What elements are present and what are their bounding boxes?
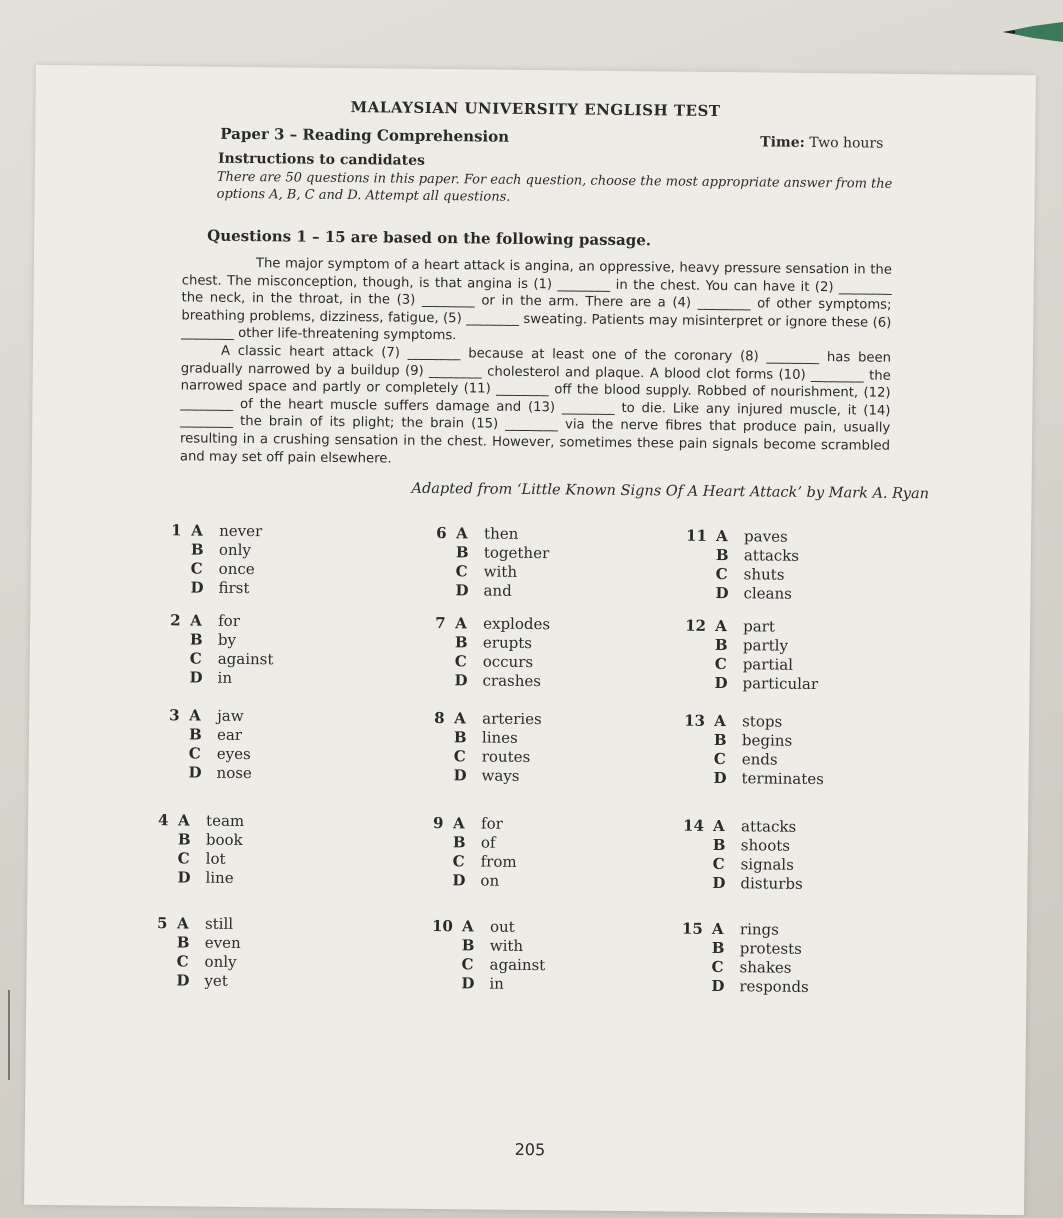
option-text: partial <box>742 655 794 674</box>
option-text: lot <box>205 849 226 868</box>
option-letter: A <box>714 711 726 731</box>
question-number: 11 <box>686 526 708 545</box>
option-text: occurs <box>482 652 534 672</box>
option-row[interactable] <box>434 728 542 748</box>
option-text: with <box>483 562 518 581</box>
option-row[interactable] <box>685 636 819 656</box>
option-letter: B <box>714 635 728 655</box>
question-number: 15 <box>681 919 703 938</box>
passage <box>180 254 892 473</box>
option-letter: A <box>191 521 203 540</box>
option-text: and <box>483 581 512 600</box>
option-row[interactable] <box>686 527 799 547</box>
option-letter: D <box>452 871 466 890</box>
option-row[interactable] <box>432 936 546 956</box>
option-text: routes <box>481 747 531 767</box>
pen-tip-icon <box>1003 18 1063 48</box>
question-6 <box>435 524 549 601</box>
question-5 <box>156 914 241 991</box>
question-4 <box>157 811 244 888</box>
question-15 <box>681 920 809 997</box>
option-letter: B <box>452 833 466 852</box>
option-text: shuts <box>743 565 785 584</box>
exam-title: MALAYSIAN UNIVERSITY ENGLISH TEST <box>350 98 721 120</box>
question-14 <box>682 817 803 894</box>
option-letter: D <box>714 673 728 693</box>
option-row[interactable] <box>436 562 549 582</box>
option-letter: C <box>455 562 468 581</box>
question-number: 12 <box>685 616 707 635</box>
option-text: only <box>204 952 237 971</box>
option-row[interactable] <box>157 868 243 888</box>
option-letter: A <box>715 616 727 636</box>
option-text: from <box>480 852 517 871</box>
option-letter: D <box>189 668 203 687</box>
option-row[interactable] <box>433 833 517 853</box>
option-row[interactable] <box>171 521 262 541</box>
option-row[interactable] <box>682 939 810 959</box>
option-letter: D <box>715 583 729 603</box>
option-text: attacks <box>740 817 797 836</box>
option-text: only <box>218 540 251 560</box>
option-letter: A <box>190 611 202 630</box>
option-letter: B <box>712 835 726 855</box>
option-row[interactable] <box>436 543 549 563</box>
instructions-heading: Instructions to candidates <box>217 150 425 169</box>
option-text: responds <box>739 977 809 996</box>
option-text: lines <box>481 728 518 747</box>
exam-paper <box>24 65 1036 1215</box>
option-text: then <box>484 524 519 543</box>
option-row[interactable] <box>686 565 799 585</box>
option-row[interactable] <box>169 706 252 726</box>
option-row[interactable] <box>158 849 244 869</box>
option-letter: C <box>189 649 202 668</box>
option-row[interactable] <box>684 731 825 751</box>
question-2 <box>169 611 273 688</box>
option-letter: A <box>456 524 468 543</box>
option-row[interactable] <box>433 814 517 834</box>
option-letter: A <box>177 811 190 830</box>
option-letter: B <box>190 540 204 559</box>
option-row[interactable] <box>433 852 517 872</box>
option-letter: C <box>177 849 190 868</box>
option-letter: C <box>176 952 189 971</box>
question-1 <box>170 521 262 598</box>
option-text: begins <box>741 731 793 750</box>
option-letter: B <box>189 630 203 649</box>
option-row[interactable] <box>157 914 241 934</box>
passage-source: Adapted from ‘Little Known Signs Of A Heart Attack’ by Mark A. Ryan <box>411 480 930 503</box>
option-row[interactable] <box>157 933 241 953</box>
question-7 <box>434 614 550 691</box>
question-number: 7 <box>435 614 446 633</box>
option-letter: C <box>711 957 724 977</box>
option-letter: D <box>177 868 191 887</box>
option-letter: B <box>454 633 468 652</box>
option-text: ends <box>741 750 778 769</box>
option-letter: C <box>713 749 726 769</box>
option-row[interactable] <box>681 958 809 978</box>
option-row[interactable] <box>434 671 549 691</box>
option-text: arteries <box>482 709 542 729</box>
option-text: together <box>483 543 550 563</box>
option-row[interactable] <box>431 955 545 975</box>
option-text: crashes <box>482 671 542 691</box>
question-number: 3 <box>169 706 180 725</box>
option-letter: C <box>188 744 201 763</box>
option-letter: C <box>714 654 727 674</box>
question-number: 5 <box>156 914 168 933</box>
option-text: partly <box>742 636 789 655</box>
option-text: by <box>217 630 237 649</box>
option-text: in <box>217 668 233 687</box>
question-9 <box>432 814 517 891</box>
option-text: with <box>489 936 524 955</box>
question-number: 13 <box>684 711 706 730</box>
option-text: book <box>205 830 243 850</box>
option-row[interactable] <box>169 744 252 764</box>
question-number: 8 <box>434 709 445 728</box>
option-row[interactable] <box>170 630 274 650</box>
option-text: jaw <box>217 706 244 726</box>
option-letter: A <box>455 614 467 633</box>
option-letter: B <box>453 728 467 747</box>
instructions-text: There are 50 questions in this paper. For each question, choose the most appropriate answer from the options A, B, C and D. Attempt all questions. <box>216 169 893 205</box>
paper-label: Paper 3 – Reading Comprehension <box>220 124 510 146</box>
option-text: for <box>218 611 241 630</box>
option-letter: C <box>453 747 466 766</box>
option-text: first <box>218 578 250 598</box>
option-row[interactable] <box>169 725 252 745</box>
option-letter: C <box>712 854 725 874</box>
option-row[interactable] <box>171 540 262 560</box>
option-letter: A <box>461 917 474 936</box>
option-letter: A <box>176 914 189 933</box>
option-row[interactable] <box>685 584 798 604</box>
option-text: out <box>489 917 515 936</box>
option-text: for <box>480 814 503 833</box>
option-row[interactable] <box>435 614 550 634</box>
option-row[interactable] <box>158 811 244 831</box>
option-text: ways <box>481 766 520 785</box>
option-text: still <box>204 914 234 933</box>
question-11 <box>685 527 799 604</box>
option-row[interactable] <box>170 578 261 598</box>
option-row[interactable] <box>435 652 550 672</box>
option-row[interactable] <box>431 974 545 994</box>
option-letter: D <box>176 971 190 990</box>
option-text: terminates <box>741 769 824 789</box>
question-13 <box>683 712 824 789</box>
option-letter: C <box>190 559 203 578</box>
option-row[interactable] <box>683 769 824 789</box>
option-text: yet <box>204 971 228 990</box>
option-row[interactable] <box>171 559 262 579</box>
option-letter: B <box>711 938 725 958</box>
option-letter: A <box>716 526 728 546</box>
option-text: of <box>480 833 496 852</box>
option-row[interactable] <box>685 655 819 675</box>
option-text: part <box>743 617 775 636</box>
option-text: against <box>489 955 546 975</box>
paper-edge-line <box>8 990 10 1080</box>
option-letter: B <box>188 725 202 744</box>
option-letter: B <box>715 545 729 565</box>
option-letter: D <box>455 581 469 600</box>
question-3 <box>168 706 252 783</box>
option-text: never <box>219 521 263 541</box>
passage-paragraph-1: The major symptom of a heart attack is angina, an oppressive, heavy pressure sensation in the chest. The misconception, though, is that angina is (1) ________ in the chest. You can have it (2) ________ the neck, in the throat, in the (3) ________ or in the arm. There are a (4) ________ of other symptoms; breathing problems, dizziness, fatigue, (5) ________ sweating. Patients may misinterpret or ignore these (6) ________ other life-threatening symptoms. <box>181 256 892 344</box>
option-letter: D <box>190 578 204 597</box>
option-letter: B <box>177 830 191 849</box>
option-row[interactable] <box>683 817 803 837</box>
option-letter: C <box>452 852 465 871</box>
option-text: attacks <box>743 546 800 565</box>
option-letter: D <box>454 671 468 690</box>
option-letter: D <box>712 873 726 893</box>
option-text: eyes <box>216 744 251 764</box>
page-number: 205 <box>514 1139 546 1160</box>
option-row[interactable] <box>170 611 274 631</box>
question-number: 2 <box>170 611 181 630</box>
option-letter: C <box>461 955 474 974</box>
option-row[interactable] <box>157 952 241 972</box>
option-row[interactable] <box>432 917 546 937</box>
option-text: team <box>205 811 245 831</box>
question-10 <box>431 917 545 994</box>
option-letter: B <box>455 543 469 562</box>
option-text: shoots <box>740 836 791 855</box>
option-row[interactable] <box>432 871 516 891</box>
question-number: 6 <box>436 524 447 543</box>
option-letter: D <box>713 768 727 788</box>
option-letter: D <box>188 763 202 782</box>
option-row[interactable] <box>685 617 819 637</box>
option-text: even <box>204 933 241 952</box>
option-row[interactable] <box>168 763 251 783</box>
option-row[interactable] <box>435 581 548 601</box>
question-number: 4 <box>157 811 169 830</box>
option-row[interactable] <box>434 747 542 767</box>
option-row[interactable] <box>683 855 803 875</box>
option-letter: D <box>453 766 467 785</box>
question-number: 1 <box>171 521 182 540</box>
option-letter: D <box>711 976 725 996</box>
option-row[interactable] <box>686 546 799 566</box>
option-row[interactable] <box>684 750 825 770</box>
option-row[interactable] <box>434 709 542 729</box>
option-letter: C <box>454 652 467 671</box>
option-row[interactable] <box>156 971 240 991</box>
option-text: cleans <box>743 584 792 603</box>
option-text: line <box>205 868 234 887</box>
question-number: 14 <box>682 816 705 835</box>
time-value: Two hours <box>809 134 884 152</box>
question-12 <box>684 617 818 694</box>
option-text: nose <box>216 763 252 783</box>
option-row[interactable] <box>684 674 818 694</box>
option-row[interactable] <box>170 649 274 669</box>
option-text: stops <box>742 712 783 731</box>
option-row[interactable] <box>681 977 809 997</box>
option-row[interactable] <box>683 836 803 856</box>
option-row[interactable] <box>436 524 549 544</box>
option-letter: A <box>189 706 201 725</box>
option-row[interactable] <box>158 830 244 850</box>
option-letter: A <box>454 709 466 728</box>
option-text: paves <box>744 527 788 546</box>
option-row[interactable] <box>433 766 541 786</box>
option-text: disturbs <box>740 874 803 893</box>
option-text: in <box>489 974 504 993</box>
option-row[interactable] <box>435 633 550 653</box>
passage-paragraph-2: A classic heart attack (7) ________ because at least one of the coronary (8) ________ has been gradually narrowed by a buildup (9) ________ cholesterol and plaque. A blood clot forms (10) ________ the narrowed space and partly or completely (11) ________ off the blood supply. Robbed of nourishment, (12) ________ of the heart muscle suffers damage and (13) ________ to die. Like any injured muscle, it (14) ________ the brain of its plight; the brain (15) ________ via the nerve fibres that produce pain, usually resulting in a crushing sensation in the chest. However, sometimes these pain signals become scrambled and may set off pain elsewhere. <box>179 343 892 467</box>
option-row[interactable] <box>684 712 825 732</box>
option-text: on <box>480 871 500 890</box>
option-letter: B <box>176 933 190 952</box>
option-row[interactable] <box>169 668 273 688</box>
time-info <box>760 134 883 151</box>
option-row[interactable] <box>682 920 810 940</box>
option-letter: C <box>715 564 728 584</box>
option-letter: A <box>712 816 725 836</box>
option-text: signals <box>740 855 794 874</box>
option-text: shakes <box>739 958 792 977</box>
option-row[interactable] <box>682 874 802 894</box>
option-letter: A <box>452 814 465 833</box>
option-letter: B <box>713 730 727 750</box>
option-text: erupts <box>482 633 533 653</box>
option-text: rings <box>739 920 780 939</box>
option-text: against <box>217 649 274 669</box>
time-label: Time: <box>760 134 805 151</box>
question-number: 10 <box>431 916 453 936</box>
option-letter: A <box>711 919 724 939</box>
question-8 <box>433 709 541 786</box>
question-number: 9 <box>432 813 444 833</box>
option-text: protests <box>739 939 803 958</box>
option-text: explodes <box>483 614 551 634</box>
questions-heading: Questions 1 – 15 are based on the following passage. <box>207 226 652 250</box>
option-text: once <box>218 559 255 579</box>
option-text: ear <box>216 725 243 744</box>
option-letter: B <box>461 936 475 955</box>
option-letter: D <box>461 974 475 993</box>
option-text: particular <box>742 674 819 694</box>
